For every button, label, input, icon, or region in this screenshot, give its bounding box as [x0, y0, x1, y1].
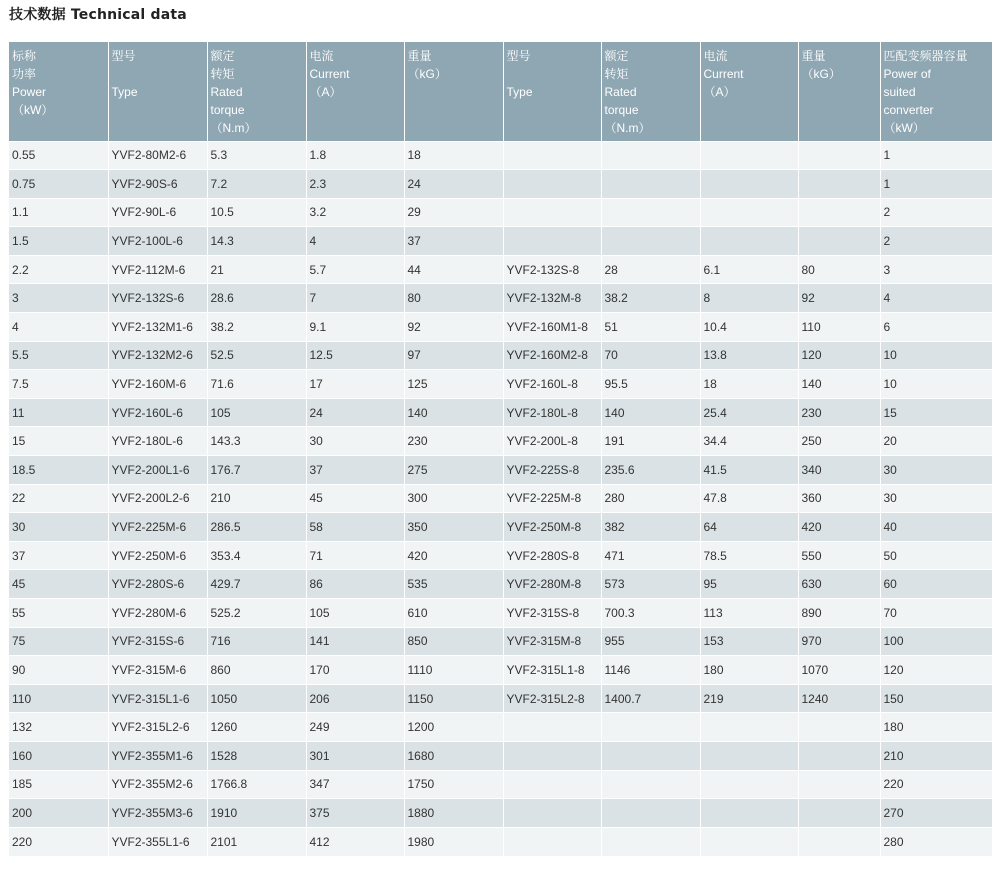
table-cell: 37 — [9, 541, 108, 570]
table-cell — [601, 770, 700, 799]
table-cell: 890 — [798, 599, 880, 628]
table-cell: YVF2-315M-6 — [108, 656, 207, 685]
table-cell: 3 — [9, 284, 108, 313]
table-cell: 9.1 — [306, 313, 404, 342]
table-cell — [700, 741, 798, 770]
table-cell: 15 — [880, 398, 992, 427]
table-cell: 1146 — [601, 656, 700, 685]
table-cell: 185 — [9, 770, 108, 799]
table-row — [9, 799, 992, 828]
table-row — [9, 227, 992, 256]
table-cell: YVF2-90S-6 — [108, 170, 207, 199]
table-cell: 1980 — [404, 827, 503, 856]
table-cell: 2 — [880, 198, 992, 227]
table-cell: 7.2 — [207, 170, 306, 199]
table-cell: 230 — [798, 398, 880, 427]
table-cell: 6.1 — [700, 255, 798, 284]
table-cell: 350 — [404, 513, 503, 542]
table-cell: 235.6 — [601, 456, 700, 485]
table-cell: YVF2-355L1-6 — [108, 827, 207, 856]
table-cell: YVF2-315S-8 — [503, 599, 601, 628]
table-cell: 15 — [9, 427, 108, 456]
table-cell: YVF2-315S-6 — [108, 627, 207, 656]
table-cell: 14.3 — [207, 227, 306, 256]
table-cell: 75 — [9, 627, 108, 656]
table-cell: 1150 — [404, 684, 503, 713]
table-cell: 412 — [306, 827, 404, 856]
table-cell: 37 — [404, 227, 503, 256]
table-cell — [601, 141, 700, 170]
table-cell: YVF2-160L-6 — [108, 398, 207, 427]
table-cell: 1260 — [207, 713, 306, 742]
table-cell: 2.3 — [306, 170, 404, 199]
table-cell: YVF2-250M-8 — [503, 513, 601, 542]
table-cell: 5.7 — [306, 255, 404, 284]
table-cell: 429.7 — [207, 570, 306, 599]
table-cell: YVF2-160M-6 — [108, 370, 207, 399]
table-cell: 105 — [306, 599, 404, 628]
table-cell: 300 — [404, 484, 503, 513]
table-cell: 1070 — [798, 656, 880, 685]
table-cell — [798, 198, 880, 227]
table-cell: 110 — [9, 684, 108, 713]
table-cell: 64 — [700, 513, 798, 542]
table-cell: 141 — [306, 627, 404, 656]
table-row — [9, 456, 992, 485]
table-cell — [798, 141, 880, 170]
table-cell: 86 — [306, 570, 404, 599]
table-cell — [700, 227, 798, 256]
technical-data-table — [9, 42, 992, 856]
table-cell: YVF2-80M2-6 — [108, 141, 207, 170]
table-cell: 850 — [404, 627, 503, 656]
table-cell: 630 — [798, 570, 880, 599]
table-cell: 10.4 — [700, 313, 798, 342]
table-cell: 80 — [798, 255, 880, 284]
table-cell — [601, 713, 700, 742]
table-cell: 21 — [207, 255, 306, 284]
table-cell: 28.6 — [207, 284, 306, 313]
table-cell: 280 — [880, 827, 992, 856]
table-cell: 70 — [880, 599, 992, 628]
table-cell: 41.5 — [700, 456, 798, 485]
table-cell: 1766.8 — [207, 770, 306, 799]
table-cell: 17 — [306, 370, 404, 399]
table-cell: 170 — [306, 656, 404, 685]
table-cell: 1110 — [404, 656, 503, 685]
table-cell: 955 — [601, 627, 700, 656]
header-current-8pole: 电流 Current （A） — [700, 42, 798, 141]
table-cell: 80 — [404, 284, 503, 313]
table-cell: YVF2-355M1-6 — [108, 741, 207, 770]
table-cell: 95 — [700, 570, 798, 599]
table-cell: 100 — [880, 627, 992, 656]
table-cell: 153 — [700, 627, 798, 656]
table-cell: 92 — [798, 284, 880, 313]
table-cell — [503, 770, 601, 799]
header-torque-8pole: 额定 转矩 Rated torque （N.m） — [601, 42, 700, 141]
table-row — [9, 713, 992, 742]
header-row — [9, 42, 992, 141]
table-row — [9, 627, 992, 656]
table-cell: YVF2-132M1-6 — [108, 313, 207, 342]
table-cell: 180 — [700, 656, 798, 685]
table-cell: 353.4 — [207, 541, 306, 570]
table-cell: 1.5 — [9, 227, 108, 256]
table-cell: 270 — [880, 799, 992, 828]
table-cell: 11 — [9, 398, 108, 427]
table-cell: 71.6 — [207, 370, 306, 399]
table-cell: 45 — [9, 570, 108, 599]
table-cell — [700, 770, 798, 799]
table-cell: YVF2-200L-8 — [503, 427, 601, 456]
table-body — [9, 141, 992, 856]
table-cell: 4 — [9, 313, 108, 342]
table-cell: 286.5 — [207, 513, 306, 542]
table-cell: 1 — [880, 170, 992, 199]
table-cell: 25.4 — [700, 398, 798, 427]
table-cell: 1050 — [207, 684, 306, 713]
table-cell: 22 — [9, 484, 108, 513]
table-cell: YVF2-90L-6 — [108, 198, 207, 227]
table-cell: YVF2-200L2-6 — [108, 484, 207, 513]
table-cell: YVF2-132S-6 — [108, 284, 207, 313]
table-cell — [798, 713, 880, 742]
table-cell: YVF2-280S-6 — [108, 570, 207, 599]
table-cell: 50 — [880, 541, 992, 570]
table-cell: 140 — [798, 370, 880, 399]
table-cell: 97 — [404, 341, 503, 370]
table-cell: 550 — [798, 541, 880, 570]
table-cell: YVF2-280M-6 — [108, 599, 207, 628]
table-cell: 6 — [880, 313, 992, 342]
table-cell: 143.3 — [207, 427, 306, 456]
header-torque-6pole: 额定 转矩 Rated torque （N.m） — [207, 42, 306, 141]
table-cell: 113 — [700, 599, 798, 628]
table-cell: 970 — [798, 627, 880, 656]
table-cell: 10 — [880, 341, 992, 370]
table-row — [9, 484, 992, 513]
table-cell: 2101 — [207, 827, 306, 856]
header-power: 标称 功率 Power （kW） — [9, 42, 108, 141]
table-cell: 1.8 — [306, 141, 404, 170]
table-cell: 525.2 — [207, 599, 306, 628]
table-cell — [503, 227, 601, 256]
header-converter-power: 匹配变频器容量 Power of suited converter （kW） — [880, 42, 992, 141]
table-cell: 4 — [880, 284, 992, 313]
table-cell: YVF2-112M-6 — [108, 255, 207, 284]
table-cell: 18.5 — [9, 456, 108, 485]
table-cell: 1240 — [798, 684, 880, 713]
table-cell: YVF2-355M2-6 — [108, 770, 207, 799]
table-cell — [503, 713, 601, 742]
table-cell: 71 — [306, 541, 404, 570]
table-cell: 55 — [9, 599, 108, 628]
table-cell — [503, 170, 601, 199]
table-cell: YVF2-250M-6 — [108, 541, 207, 570]
table-cell: 28 — [601, 255, 700, 284]
table-cell: 37 — [306, 456, 404, 485]
table-cell: 420 — [798, 513, 880, 542]
table-cell — [700, 141, 798, 170]
header-weight-8pole: 重量 （kG） — [798, 42, 880, 141]
table-cell: 52.5 — [207, 341, 306, 370]
table-cell — [798, 799, 880, 828]
table-cell: YVF2-225M-8 — [503, 484, 601, 513]
table-cell: 280 — [601, 484, 700, 513]
table-cell: 1680 — [404, 741, 503, 770]
table-cell — [601, 227, 700, 256]
table-cell: 18 — [404, 141, 503, 170]
table-cell: 191 — [601, 427, 700, 456]
table-cell: 0.75 — [9, 170, 108, 199]
table-row — [9, 513, 992, 542]
table-row — [9, 656, 992, 685]
table-cell: 40 — [880, 513, 992, 542]
table-cell: 2 — [880, 227, 992, 256]
table-cell: 249 — [306, 713, 404, 742]
table-cell — [601, 799, 700, 828]
table-cell — [798, 741, 880, 770]
table-cell: 132 — [9, 713, 108, 742]
table-cell: YVF2-200L1-6 — [108, 456, 207, 485]
table-cell: 24 — [404, 170, 503, 199]
table-cell: YVF2-315L1-8 — [503, 656, 601, 685]
table-cell: 471 — [601, 541, 700, 570]
table-row — [9, 170, 992, 199]
table-cell: YVF2-315M-8 — [503, 627, 601, 656]
table-cell: 140 — [404, 398, 503, 427]
table-cell: 38.2 — [601, 284, 700, 313]
table-cell: 5.3 — [207, 141, 306, 170]
table-cell: 250 — [798, 427, 880, 456]
table-cell — [700, 799, 798, 828]
table-cell: 610 — [404, 599, 503, 628]
table-cell: 12.5 — [306, 341, 404, 370]
table-cell: 70 — [601, 341, 700, 370]
table-cell — [798, 770, 880, 799]
table-cell: 230 — [404, 427, 503, 456]
table-cell: 24 — [306, 398, 404, 427]
table-cell: 18 — [700, 370, 798, 399]
table-cell: 58 — [306, 513, 404, 542]
table-row — [9, 770, 992, 799]
table-row — [9, 198, 992, 227]
table-cell: 44 — [404, 255, 503, 284]
table-cell: 0.55 — [9, 141, 108, 170]
table-row — [9, 141, 992, 170]
table-cell: 29 — [404, 198, 503, 227]
table-cell: 38.2 — [207, 313, 306, 342]
table-cell: 51 — [601, 313, 700, 342]
table-cell: YVF2-132M2-6 — [108, 341, 207, 370]
table-cell: YVF2-180L-6 — [108, 427, 207, 456]
table-row — [9, 341, 992, 370]
table-cell: 210 — [207, 484, 306, 513]
table-cell: 30 — [306, 427, 404, 456]
table-cell: 210 — [880, 741, 992, 770]
table-cell: 30 — [880, 484, 992, 513]
table-cell: 375 — [306, 799, 404, 828]
table-cell: YVF2-100L-6 — [108, 227, 207, 256]
table-row — [9, 284, 992, 313]
table-cell: 78.5 — [700, 541, 798, 570]
table-cell: YVF2-225M-6 — [108, 513, 207, 542]
table-cell: 10 — [880, 370, 992, 399]
table-cell: 92 — [404, 313, 503, 342]
table-cell: 220 — [880, 770, 992, 799]
table-cell: 206 — [306, 684, 404, 713]
table-cell: 3.2 — [306, 198, 404, 227]
table-cell: 716 — [207, 627, 306, 656]
table-cell: 180 — [880, 713, 992, 742]
table-cell: 120 — [798, 341, 880, 370]
table-cell: 573 — [601, 570, 700, 599]
table-cell: 1.1 — [9, 198, 108, 227]
table-cell: 8 — [700, 284, 798, 313]
table-cell: YVF2-280M-8 — [503, 570, 601, 599]
table-cell: YVF2-160M1-8 — [503, 313, 601, 342]
table-row — [9, 427, 992, 456]
table-cell: 1910 — [207, 799, 306, 828]
table-cell: 301 — [306, 741, 404, 770]
table-cell: 340 — [798, 456, 880, 485]
table-row — [9, 599, 992, 628]
table-cell: 860 — [207, 656, 306, 685]
table-cell: 125 — [404, 370, 503, 399]
table-cell: 60 — [880, 570, 992, 599]
table-cell: 1750 — [404, 770, 503, 799]
table-cell: YVF2-132S-8 — [503, 255, 601, 284]
table-row — [9, 827, 992, 856]
table-cell: YVF2-280S-8 — [503, 541, 601, 570]
table-cell: YVF2-225S-8 — [503, 456, 601, 485]
table-cell: 176.7 — [207, 456, 306, 485]
table-row — [9, 541, 992, 570]
table-cell: 13.8 — [700, 341, 798, 370]
table-cell: YVF2-355M3-6 — [108, 799, 207, 828]
table-cell: 4 — [306, 227, 404, 256]
table-cell — [503, 198, 601, 227]
table-cell: YVF2-160M2-8 — [503, 341, 601, 370]
table-cell: 1528 — [207, 741, 306, 770]
table-cell: 20 — [880, 427, 992, 456]
page-title: 技术数据 Technical data — [9, 7, 187, 23]
table-cell: 105 — [207, 398, 306, 427]
table-cell — [503, 799, 601, 828]
table-cell: 2.2 — [9, 255, 108, 284]
table-cell: 1 — [880, 141, 992, 170]
table-cell: 34.4 — [700, 427, 798, 456]
table-cell: YVF2-315L2-6 — [108, 713, 207, 742]
table-cell — [601, 170, 700, 199]
table-cell: YVF2-315L2-8 — [503, 684, 601, 713]
table-cell: 1400.7 — [601, 684, 700, 713]
table-cell — [503, 141, 601, 170]
table-cell — [503, 741, 601, 770]
table-cell: 150 — [880, 684, 992, 713]
table-cell: 160 — [9, 741, 108, 770]
table-row — [9, 570, 992, 599]
header-type-8pole: 型号 Type — [503, 42, 601, 141]
table-cell: 535 — [404, 570, 503, 599]
table-row — [9, 370, 992, 399]
table-cell: 1880 — [404, 799, 503, 828]
table-cell: YVF2-180L-8 — [503, 398, 601, 427]
table-cell: 30 — [9, 513, 108, 542]
table-row — [9, 684, 992, 713]
table-cell: 45 — [306, 484, 404, 513]
table-cell: 7 — [306, 284, 404, 313]
table-cell: 382 — [601, 513, 700, 542]
table-cell — [798, 170, 880, 199]
table-cell: 420 — [404, 541, 503, 570]
table-cell: 1200 — [404, 713, 503, 742]
table-cell: 360 — [798, 484, 880, 513]
table-cell: 5.5 — [9, 341, 108, 370]
table-row — [9, 255, 992, 284]
table-cell — [601, 827, 700, 856]
table-cell — [700, 170, 798, 199]
table-cell: YVF2-132M-8 — [503, 284, 601, 313]
table-row — [9, 741, 992, 770]
table-cell — [798, 827, 880, 856]
table-cell — [601, 198, 700, 227]
table-cell — [700, 827, 798, 856]
table-cell: 200 — [9, 799, 108, 828]
table-cell — [798, 227, 880, 256]
table-cell: 7.5 — [9, 370, 108, 399]
table-cell: YVF2-160L-8 — [503, 370, 601, 399]
header-weight-6pole: 重量 （kG） — [404, 42, 503, 141]
table-cell: 47.8 — [700, 484, 798, 513]
table-cell: 95.5 — [601, 370, 700, 399]
table-cell: 120 — [880, 656, 992, 685]
table-row — [9, 398, 992, 427]
header-current-6pole: 电流 Current （A） — [306, 42, 404, 141]
table-cell: 220 — [9, 827, 108, 856]
table-cell: 219 — [700, 684, 798, 713]
table-cell: 90 — [9, 656, 108, 685]
table-cell — [601, 741, 700, 770]
table-cell: YVF2-315L1-6 — [108, 684, 207, 713]
table-cell — [700, 198, 798, 227]
table-cell: 10.5 — [207, 198, 306, 227]
table-row — [9, 313, 992, 342]
table-cell — [503, 827, 601, 856]
table-cell: 3 — [880, 255, 992, 284]
header-type-6pole: 型号 Type — [108, 42, 207, 141]
table-cell: 30 — [880, 456, 992, 485]
table-cell — [700, 713, 798, 742]
table-cell: 110 — [798, 313, 880, 342]
table-cell: 700.3 — [601, 599, 700, 628]
table-cell: 347 — [306, 770, 404, 799]
table-cell: 275 — [404, 456, 503, 485]
table-cell: 140 — [601, 398, 700, 427]
